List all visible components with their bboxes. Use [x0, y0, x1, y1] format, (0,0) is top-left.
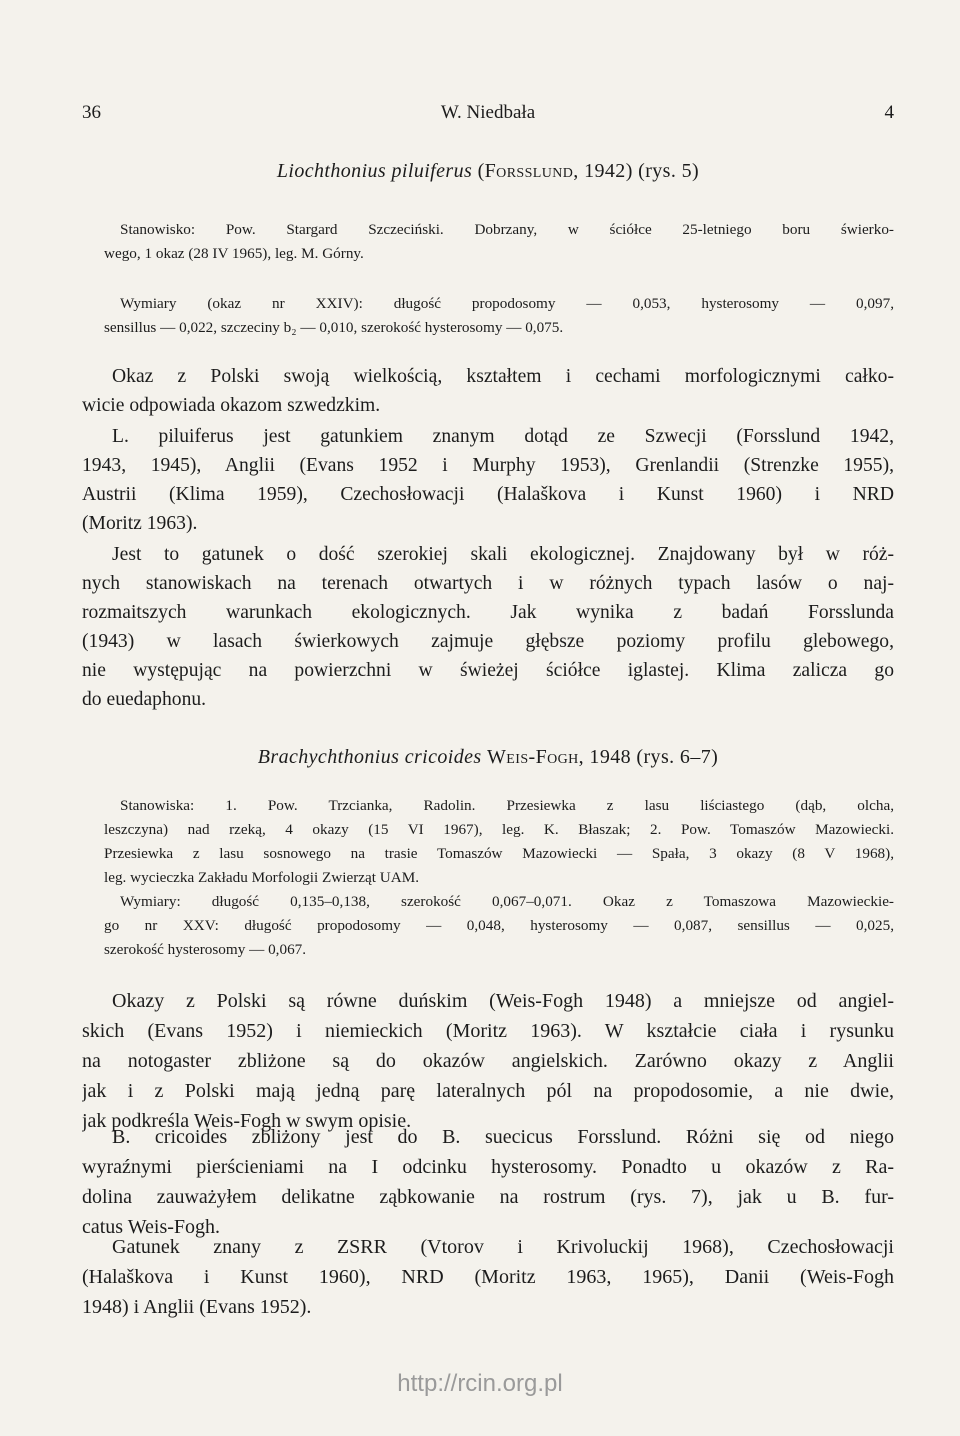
body-line: nie występując na powierzchni w świeżej ściółce iglastej. Klima zalicza go	[82, 660, 894, 681]
body-line: do euedaphonu.	[82, 689, 207, 710]
body-line: skich (Evans 1952) i niemieckich (Moritz 1963). W kształcie ciała i rysunku	[82, 1020, 894, 1042]
station-line: Przesiewka z lasu sosnowego na trasie Tomaszów Mazowiecki — Spała, 3 okazy (8 V 1968),	[104, 845, 894, 862]
page-header	[82, 102, 894, 132]
station-line: Stanowiska: 1. Pow. Trzcianka, Radolin. Przesiewka z lasu liściastego (dąb, olcha,	[120, 797, 894, 814]
body-line: wicie odpowiada okazom szwedzkim.	[82, 395, 381, 416]
section2-paragraph-1	[82, 986, 894, 1136]
body-line: na notogaster zbliżone są do okazów angielskich. Zarówno okazy z Anglii	[82, 1050, 894, 1072]
dimension-line: Wymiary: długość 0,135–0,138, szerokość 0,067–0,071. Okaz z Tomaszowa Mazowieckie-	[120, 893, 894, 910]
body-line: catus Weis-Fogh.	[82, 1216, 221, 1238]
dimension-line: sensillus — 0,022, szczeciny b₂ — 0,010, szerokość hysterosomy — 0,075.	[104, 319, 564, 336]
station-line: leg. wycieczka Zakładu Morfologii Zwierząt UAM.	[104, 869, 420, 886]
section1-paragraph-2	[82, 422, 894, 538]
dimension-line: go nr XXV: długość propodosomy — 0,048, hysterosomy — 0,087, sensillus — 0,025,	[104, 917, 894, 934]
section2-paragraph-2	[82, 1122, 894, 1242]
body-line: Austrii (Klima 1959), Czechosłowacji (Halaškova i Kunst 1960) i NRD	[82, 484, 894, 505]
station-line: Stanowisko: Pow. Stargard Szczeciński. Dobrzany, w ściółce 25-letniego boru świerko-	[120, 221, 894, 238]
section1-author: Forsslund	[484, 160, 574, 182]
section2-author: Weis-Fogh	[487, 746, 579, 768]
station-line: wego, 1 okaz (28 IV 1965), leg. M. Górny.	[104, 245, 364, 262]
section2-taxon: Brachychthonius cricoides	[257, 746, 482, 768]
body-line: B. cricoides zbliżony jest do B. suecicus Forsslund. Różni się od niego	[112, 1126, 894, 1148]
body-line: (1943) w lasach świerkowych zajmuje głębsze poziomy profilu glebowego,	[82, 631, 894, 652]
page-number-left: 36	[82, 102, 101, 123]
section1-paragraph-1	[82, 362, 894, 420]
body-line: Gatunek znany z ZSRR (Vtorov i Krivoluckij 1968), Czechosłowacji	[112, 1236, 894, 1258]
section1-title	[82, 160, 894, 183]
section1-paren: (	[477, 160, 485, 182]
body-line: wyraźnymi pierścieniami na I odcinku hysterosomy. Ponadto u okazów z Ra-	[82, 1156, 894, 1178]
section1-taxon: Liochthonius piluiferus	[276, 160, 473, 182]
section1-title-rest: , 1942) (rys. 5)	[573, 160, 700, 182]
body-line: 1948) i Anglii (Evans 1952).	[82, 1296, 312, 1318]
body-line: Okazy z Polski są równe duńskim (Weis-Fogh 1948) a mniejsze od angiel-	[112, 990, 894, 1012]
body-line: jak i z Polski mają jedną parę lateralnych pól na propodosomie, a nie dwie,	[82, 1080, 894, 1102]
body-line: rozmaitszych warunkach ekologicznych. Jak wynika z badań Forsslunda	[82, 602, 894, 623]
body-line: Jest to gatunek o dość szerokiej skali ekologicznej. Znajdowany był w róż-	[112, 544, 894, 565]
section2-station	[104, 794, 894, 890]
section2-dimensions	[104, 890, 894, 962]
running-head: W. Niedbała	[440, 102, 536, 123]
dimension-line: szerokość hysterosomy — 0,067.	[104, 941, 307, 958]
body-line: (Moritz 1963).	[82, 513, 198, 534]
body-line: nych stanowiskach na terenach otwartych i w różnych typach lasów o naj-	[82, 573, 894, 594]
body-line: dolina zauważyłem delikatne ząbkowanie na rostrum (rys. 7), jak u B. fur-	[82, 1186, 894, 1208]
section1-paragraph-3	[82, 540, 894, 714]
section2-paragraph-3	[82, 1232, 894, 1322]
dimension-line: Wymiary (okaz nr XXIV): długość propodosomy — 0,053, hysterosomy — 0,097,	[120, 295, 894, 312]
page-number-right: 4	[884, 102, 894, 123]
body-line: (Halaškova i Kunst 1960), NRD (Moritz 1963, 1965), Danii (Weis-Fogh	[82, 1266, 894, 1288]
body-line: Okaz z Polski swoją wielkością, kształtem i cechami morfologicznymi całko-	[112, 366, 894, 387]
section2-title	[82, 746, 894, 769]
section2-title-rest: , 1948 (rys. 6–7)	[578, 746, 719, 768]
section1-station	[104, 218, 894, 266]
body-line: 1943, 1945), Anglii (Evans 1952 i Murphy 1953), Grenlandii (Strenzke 1955),	[82, 455, 894, 476]
station-line: leszczyna) nad rzeką, 4 okazy (15 VI 1967), leg. K. Błaszak; 2. Pow. Tomaszów Mazowiecki.	[104, 821, 894, 838]
section1-dimensions	[104, 292, 894, 340]
footer-url: http://rcin.org.pl	[397, 1370, 563, 1397]
body-line: jak podkreśla Weis-Fogh w swym opisie.	[82, 1110, 412, 1132]
body-line: L. piluiferus jest gatunkiem znanym dotąd ze Szwecji (Forsslund 1942,	[112, 426, 894, 447]
